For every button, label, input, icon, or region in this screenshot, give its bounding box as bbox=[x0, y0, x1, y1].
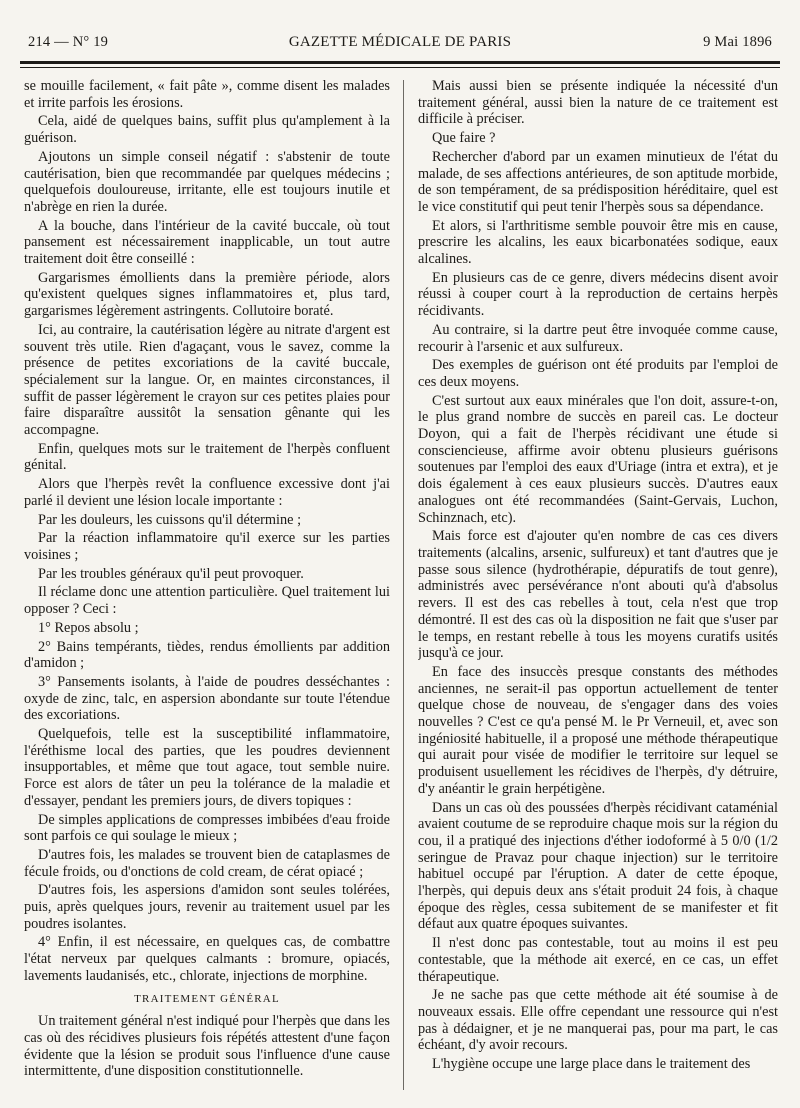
paragraph: C'est surtout aux eaux minérales que l'on doit, assure-t-on, le plus grand nombre de succès en pareil cas. Le docteur Doyon, qui a fait de l'herpès récidivant une étude si consciencieuse, affirme avoir obtenu plusieurs guérisons soutenues par l'emploi des eaux d'Uriage (intra et extra), et je dois également à ces eaux plusieurs succès. D'autres eaux analogues ont été recommandées (Saint-Gervais, Luchon, Schinznach, etc). bbox=[418, 392, 778, 526]
paragraph: L'hygiène occupe une large place dans le traitement des bbox=[432, 1056, 751, 1073]
list-item: 1° Repos absolu ; bbox=[38, 619, 139, 636]
paragraph: Ici, au contraire, la cautérisation légère au nitrate d'argent est souvent très utile. Rien d'agaçant, vous le savez, comme la présence de petites excoriations de la cavité buccale, spécialement sur la langue. Or, en maintes circonstances, il suffit de passer légèrement le crayon sur ces petites plaies pour faire disparaître aussitôt la sensation gênante qui les accompagne. bbox=[24, 321, 390, 439]
paragraph: Par les douleurs, les cuissons qu'il détermine ; bbox=[38, 511, 302, 528]
list-item: 3° Pansements isolants, à l'aide de poudres desséchantes : oxyde de zinc, talc, en aspersion abondante sur toute l'étendue des excoriations. bbox=[24, 673, 390, 724]
paragraph: D'autres fois, les aspersions d'amidon sont seules tolérées, puis, après quelques jours, revenir au traitement usuel par les poudres isolantes. bbox=[24, 882, 390, 932]
paragraph: Par la réaction inflammatoire qu'il exerce sur les parties voisines ; bbox=[24, 530, 390, 563]
list-item: 2° Bains tempérants, tièdes, rendus émollients par addition d'amidon ; bbox=[24, 638, 390, 672]
header-rule-thick bbox=[20, 61, 780, 64]
page-issue-number: 214 — N° 19 bbox=[28, 34, 109, 50]
paragraph: Par les troubles généraux qu'il peut provoquer. bbox=[38, 565, 304, 582]
paragraph: se mouille facilement, « fait pâte », comme disent les malades et irrite parfois les érosions. bbox=[24, 78, 390, 111]
paragraph: Au contraire, si la dartre peut être invoquée comme cause, recourir à l'arsenic et aux sulfureux. bbox=[418, 321, 778, 355]
paragraph: Cela, aidé de quelques bains, suffit plus qu'amplement à la guérison. bbox=[24, 113, 390, 147]
paragraph: Je ne sache pas que cette méthode ait été soumise à de nouveaux essais. Elle offre cependant une ressource qui n'est pas à dédaigner, et je ne manquerai pas, pour ma part, le cas échéant, d'y avoir recours. bbox=[418, 987, 778, 1054]
paragraph: De simples applications de compresses imbibées d'eau froide sont parfois ce qui soulage le mieux ; bbox=[24, 811, 390, 845]
paragraph: En face des insuccès presque constants des méthodes anciennes, ne serait-il pas opportun actuellement de tenter quelque chose de nouveau, de s'engager dans des voies nouvelles ? C'est ce qu'a pensé M. le Pr Verneuil, et, avec son ingéniosité habituelle, il a proposé une méthode thérapeutique qui aurait pour visée de modifier le territoire sur lequel se produisent usuellement les récidives de l'herpès, d'y détruire, d'y anéantir le grain herpétigène. bbox=[418, 663, 778, 797]
right-column bbox=[418, 78, 778, 1098]
paragraph: Gargarismes émollients dans la première période, alors qu'existent quelques signes inflammatoires et, plus tard, gargarismes légèrement astringents. Collutoire boraté. bbox=[24, 269, 390, 320]
paragraph: Dans un cas où des poussées d'herpès récidivant cataménial avaient coutume de se reproduire chaque mois sur la région du cou, il a pratiqué des injections d'éther iodoformé à 5 0/0 (1/2 seringue de Pravaz pour chaque injection) sur le territoire habituel occupé par l'éruption. A dater de cette époque, l'herpès, qui depuis deux ans s'était produit 24 fois, à chaque époque des règles, cessa subitement de se manifester et fit défaut aux quatre époques suivantes. bbox=[418, 799, 778, 933]
header-rule-thin bbox=[20, 67, 780, 68]
page-header bbox=[28, 30, 772, 56]
paragraph: Mais aussi bien se présente indiquée la nécessité d'un traitement général, aussi bien la nature de ce traitement est difficile à préciser. bbox=[418, 78, 778, 128]
issue-date: 9 Mai 1896 bbox=[703, 34, 772, 50]
publication-title: GAZETTE MÉDICALE DE PARIS bbox=[288, 34, 512, 50]
paragraph: En plusieurs cas de ce genre, divers médecins disent avoir réussi à couper court à la reproduction de certains herpès récidivants. bbox=[418, 269, 778, 320]
paragraph: Il n'est donc pas contestable, tout au moins il est peu contestable, que la méthode ait exercé, en ce cas, un effet thérapeutique. bbox=[418, 935, 778, 985]
paragraph: A la bouche, dans l'intérieur de la cavité buccale, où tout pansement est nécessairement inapplicable, un tout autre traitement doit être conseillé : bbox=[24, 217, 390, 268]
column-divider bbox=[403, 80, 404, 1090]
paragraph: Ajoutons un simple conseil négatif : s'abstenir de toute cautérisation, bien que recommandée par quelques médecins ; quelquefois douloureuse, irritante, elle est toujours inutile et n'abrège en rien la durée. bbox=[24, 148, 390, 215]
paragraph: Il réclame donc une attention particulière. Quel traitement lui opposer ? Ceci : bbox=[24, 584, 390, 618]
paragraph: Mais force est d'ajouter qu'en nombre de cas ces divers traitements (alcalins, arsenic, sulfureux) et tant d'autres que je passe sous silence (hydrothérapie, dépuratifs de tout genre), administrés avec persévérance n'ont abouti qu'à d'absolus revers. Il est des cas rebelles à tout, cela n'est que trop démontré. Il est des cas où la disposition ne fait que s'user par le temps, en restant rebelle à tous les moyens curatifs usités jusqu'à ce jour. bbox=[418, 528, 778, 662]
left-column bbox=[24, 78, 390, 1098]
paragraph: Rechercher d'abord par un examen minutieux de l'état du malade, de ses affections antérieures, de son aptitude morbide, de son tempérament, de sa prédisposition héréditaire, quel est le vice constitutif qui peut tenir l'herpès sous sa dépendance. bbox=[418, 148, 778, 215]
list-item: 4° Enfin, il est nécessaire, en quelques cas, de combattre l'état nerveux par quelques calmants : bromure, opiacés, lavements laudanisés, etc., chlorate, injections de morphine. bbox=[24, 934, 390, 984]
paragraph: Enfin, quelques mots sur le traitement de l'herpès confluent génital. bbox=[24, 440, 390, 474]
paragraph: Alors que l'herpès revêt la confluence excessive dont j'ai parlé il devient une lésion locale importante : bbox=[24, 476, 390, 509]
paragraph: D'autres fois, les malades se trouvent bien de cataplasmes de fécule froids, ou d'onctions de cold cream, de cérat opiacé ; bbox=[24, 846, 390, 880]
paragraph: Un traitement général n'est indiqué pour l'herpès que dans les cas où des récidives plusieurs fois répétés attestent d'une façon évidente que la lésion se produit sous l'influence d'une cause intermittente, d'une disposition constitutionnelle. bbox=[24, 1013, 390, 1080]
paragraph: Que faire ? bbox=[432, 130, 496, 147]
section-heading: TRAITEMENT GÉNÉRAL bbox=[134, 992, 280, 1005]
paragraph: Des exemples de guérison ont été produits par l'emploi de ces deux moyens. bbox=[418, 357, 778, 390]
paragraph: Et alors, si l'arthritisme semble pouvoir être mis en cause, prescrire les alcalins, les eaux bicarbonatées sodique, eaux alcalines. bbox=[418, 217, 778, 268]
paragraph: Quelquefois, telle est la susceptibilité inflammatoire, l'éréthisme local des parties, que les poudres deviennent insupportables, et même que tout agace, tout semble nuire. Force est alors de tâter un peu la tolérance de la maladie et d'essayer, pendant les premiers jours, de divers topiques : bbox=[24, 726, 390, 809]
